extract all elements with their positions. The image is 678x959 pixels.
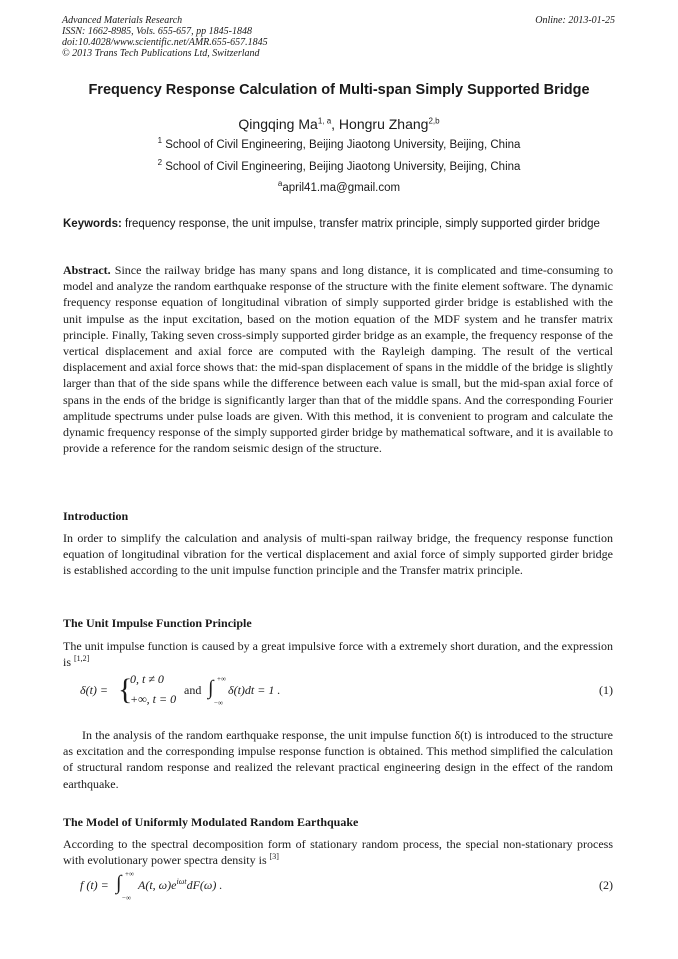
doi-line: doi:10.4028/www.scientific.net/AMR.655-657.1845 — [62, 37, 268, 48]
impulse-paragraph — [63, 638, 613, 670]
eq1-lower-limit: −∞ — [214, 699, 223, 707]
eq2-number: (2) — [599, 878, 613, 892]
affiliation-1 — [0, 136, 678, 151]
author-1-sup: 1, a — [317, 116, 332, 126]
affiliation-2 — [0, 158, 678, 173]
equation-2 — [80, 872, 613, 902]
impulse-paragraph-2: In the analysis of the random earthquake response, the unit impulse function δ(t) is introduced to the structure as excitation and the corresponding impulse response function is obtained. This method simplified the calculation of structural random response and realized the relevant practical engineering design in the effect of the random earthquake. — [63, 728, 613, 791]
eq2-lower-limit: −∞ — [122, 894, 131, 902]
eq2-upper-limit: +∞ — [125, 870, 134, 878]
author-email — [0, 179, 678, 194]
integral-sign-icon: ∫ — [208, 677, 214, 699]
model-citation: [3] — [269, 852, 279, 862]
intro-paragraph: In order to simplify the calculation and analysis of multi-span railway bridge, the frequency response function equation of longitudinal vibration for the vertical displacement and axial force of simply supported girder bridge is established according to the unit impulse function principle and the Transfer matrix principle. — [63, 531, 613, 578]
affiliation-1-text: School of Civil Engineering, Beijing Jiaotong University, Beijing, China — [165, 139, 521, 151]
eq2-exponent: iωt — [176, 877, 187, 886]
affiliation-1-sup: 1 — [157, 136, 163, 146]
impulse-text: The unit impulse function is caused by a great impulsive force with a extremely short duration, and the expression is — [63, 639, 613, 670]
eq2-tail: dF(ω) . — [186, 878, 223, 892]
keywords — [63, 216, 613, 232]
eq2-integrand — [138, 878, 222, 893]
eq1-brace: { — [118, 673, 133, 706]
eq1-upper-limit: +∞ — [217, 675, 226, 683]
impulse-citation: [1,2] — [74, 654, 90, 664]
keywords-label: Keywords: — [63, 218, 122, 230]
author-1: Qingqing Ma — [238, 116, 318, 132]
abstract-label: Abstract. — [63, 263, 111, 277]
email-text: april41.ma@gmail.com — [282, 182, 401, 194]
eq1-case2: +∞, t = 0 — [130, 692, 177, 706]
paper-title: Frequency Response Calculation of Multi-span Simply Supported Bridge — [88, 82, 590, 98]
eq1-case1: 0, t ≠ 0 — [130, 672, 164, 686]
author-2-sup: 2,b — [428, 116, 440, 126]
abstract-text: Since the railway bridge has many spans and long distance, it is complicated and time-consuming to model and analyze the random earthquake response of the structure with the finite element software. The dynamic frequency response equation of longitudinal vibration of simply supported girder bridge is established with the unit impulse as the input excitation, based on the motion equation of the MDF system and he transfer matrix principle. Finally, Taking seven cross-simply supported girder bridge as an example, the frequency response of the vertical displacement and axial force are computed with the Rayleigh damping. The result of the vertical displacement and axial force shows that: the mid-span displacement of spans in the middle of the bridge is slightly larger than that of the side spans while the difference between each value is small, but the mid-span axial force of spans in the ends of the bridge is significantly larger than that of the middle spans. And the corresponding Fourier amplitude spectrums under pulse loads are given. With this method, it is convenient to program and calculate the dynamic frequency response of the simply supported girder bridge by mathematical software, and it is available to provide a reference for the random seismic design of the structure. — [63, 263, 614, 456]
email-sup: a — [277, 179, 283, 189]
abstract — [63, 262, 613, 456]
copyright-line: © 2013 Trans Tech Publications Ltd, Switzerland — [62, 48, 260, 59]
affiliation-2-sup: 2 — [157, 158, 163, 168]
eq1-lhs: δ(t) = — [80, 683, 109, 697]
impulse-heading: The Unit Impulse Function Principle — [63, 616, 252, 630]
author-2: , Hongru Zhang — [331, 116, 429, 132]
eq1-number: (1) — [599, 683, 613, 697]
intro-heading: Introduction — [63, 509, 129, 523]
online-date: Online: 2013-01-25 — [535, 15, 615, 26]
issn-line: ISSN: 1662-8985, Vols. 655-657, pp 1845-1848 — [62, 26, 252, 37]
journal-header — [62, 15, 268, 59]
equation-1 — [80, 672, 613, 712]
integral-sign-icon: ∫ — [116, 872, 122, 894]
eq2-lhs: f (t) = — [80, 878, 109, 892]
author-list — [0, 116, 678, 132]
model-text: According to the spectral decomposition form of stationary random process, the special non-stationary process with evolutionary power spectra density is — [63, 837, 613, 868]
keywords-text: frequency response, the unit impulse, transfer matrix principle, simply supported girder bridge — [125, 218, 600, 230]
affiliation-2-text: School of Civil Engineering, Beijing Jiaotong University, Beijing, China — [165, 161, 521, 173]
eq1-and: and — [184, 683, 202, 697]
model-paragraph — [63, 836, 613, 868]
eq1-integrand: δ(t)dt = 1 . — [228, 683, 281, 697]
journal-name: Advanced Materials Research — [62, 15, 183, 26]
eq2-integrand-main: A(t, ω)e — [138, 878, 177, 892]
model-heading: The Model of Uniformly Modulated Random Earthquake — [63, 815, 359, 829]
